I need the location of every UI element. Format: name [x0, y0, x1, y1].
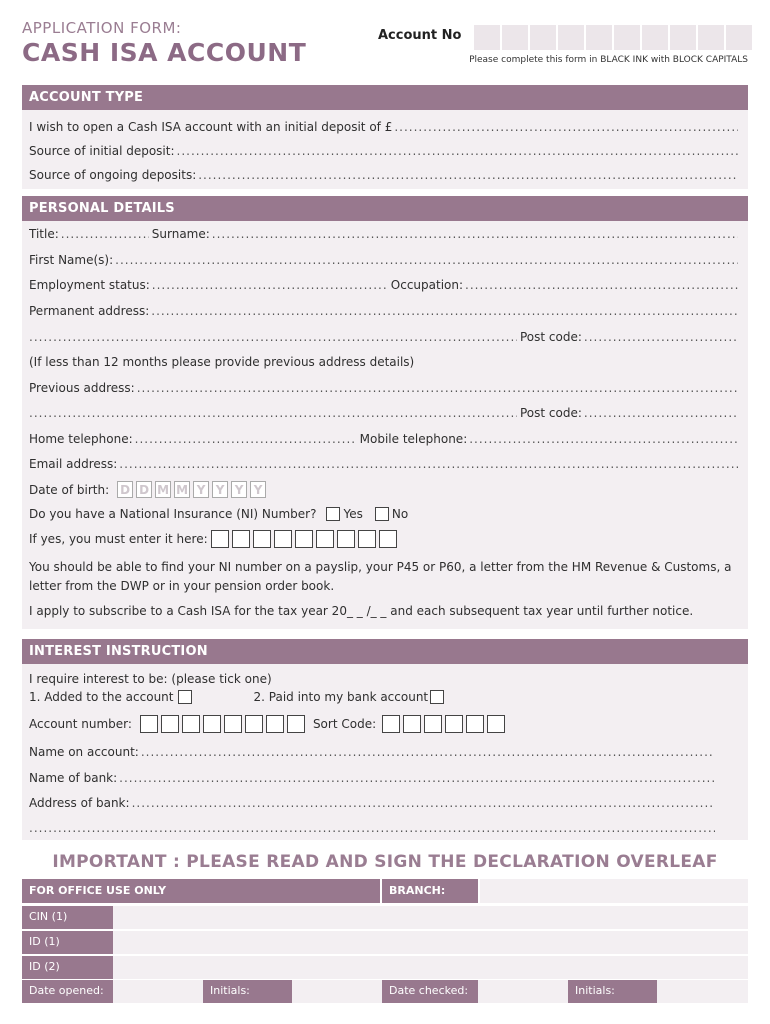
- dob-year-box[interactable]: Y: [250, 481, 266, 498]
- ni-no-label: No: [391, 507, 409, 521]
- ni-number-box[interactable]: [337, 530, 355, 548]
- initial-deposit-field[interactable]: [29, 120, 738, 134]
- subscribe-statement: [29, 604, 738, 618]
- initial-deposit-label: I wish to open a Cash ISA account with an initial deposit of £: [29, 120, 393, 134]
- interest-require-note: [29, 672, 738, 686]
- dob-year-box[interactable]: Y: [193, 481, 209, 498]
- ni-question-label: Do you have a National Insurance (NI) Number?: [29, 507, 317, 521]
- occupation-label: Occupation:: [390, 278, 464, 292]
- account-number-label: Account number:: [29, 717, 132, 731]
- employment-label: Employment status:: [29, 278, 150, 292]
- id2-label: ID (2): [22, 956, 113, 979]
- branch-label: BRANCH:: [382, 879, 478, 903]
- previous-address-line2[interactable]: [29, 406, 738, 420]
- sort-code-box[interactable]: [403, 715, 421, 733]
- completion-instruction: Please complete this form in BLACK INK with BLOCK CAPITALS: [469, 55, 748, 65]
- cin-row[interactable]: [22, 906, 748, 929]
- post-code-label-2: Post code:: [520, 406, 582, 420]
- title-label: Title:: [29, 227, 59, 241]
- dob-month-box[interactable]: M: [174, 481, 190, 498]
- ni-info-line-2: [29, 579, 738, 593]
- email-field[interactable]: [29, 457, 738, 471]
- dob-year-box[interactable]: Y: [231, 481, 247, 498]
- ni-number-box[interactable]: [295, 530, 313, 548]
- ni-number-box[interactable]: [358, 530, 376, 548]
- account-sort-row[interactable]: [29, 715, 738, 733]
- account-number-box[interactable]: [203, 715, 221, 733]
- ni-number-box[interactable]: [316, 530, 334, 548]
- title-surname-row[interactable]: [29, 227, 738, 241]
- sort-code-box[interactable]: [445, 715, 463, 733]
- branch-field[interactable]: [480, 879, 748, 903]
- cin-label: CIN (1): [22, 906, 113, 929]
- interest-require-text: I require interest to be: (please tick one): [29, 672, 272, 686]
- sort-code-box[interactable]: [487, 715, 505, 733]
- name-of-bank-field[interactable]: [29, 771, 715, 785]
- account-number-box[interactable]: [182, 715, 200, 733]
- telephone-row[interactable]: [29, 432, 738, 446]
- source-ongoing-label: Source of ongoing deposits:: [29, 168, 197, 182]
- sort-code-box[interactable]: [424, 715, 442, 733]
- account-no-box[interactable]: [474, 25, 500, 50]
- id1-label: ID (1): [22, 931, 113, 954]
- address-of-bank-line2[interactable]: [29, 821, 715, 835]
- employment-occupation-row[interactable]: [29, 278, 738, 292]
- ni-yes-label: Yes: [343, 507, 363, 521]
- account-no-box[interactable]: [670, 25, 696, 50]
- account-no-box[interactable]: [558, 25, 584, 50]
- previous-address-note: [29, 355, 738, 369]
- dob-year-box[interactable]: Y: [212, 481, 228, 498]
- dob-month-box[interactable]: M: [155, 481, 171, 498]
- account-no-box[interactable]: [642, 25, 668, 50]
- form-title: CASH ISA ACCOUNT: [22, 38, 307, 67]
- account-no-box[interactable]: [614, 25, 640, 50]
- account-no-box[interactable]: [502, 25, 528, 50]
- ni-info-line-1: [29, 560, 738, 574]
- option-paid-label: 2. Paid into my bank account: [253, 690, 429, 704]
- form-pretitle: APPLICATION FORM:: [22, 19, 182, 37]
- source-ongoing-field[interactable]: [29, 168, 738, 182]
- surname-label: Surname:: [151, 227, 210, 241]
- source-initial-label: Source of initial deposit:: [29, 144, 175, 158]
- ni-info-text-1: You should be able to find your NI number on a payslip, your P45 or P60, a letter from the HM Revenue & Customs, a: [29, 560, 732, 574]
- interest-heading: INTEREST INSTRUCTION: [22, 639, 748, 664]
- email-label: Email address:: [29, 457, 118, 471]
- permanent-address-field[interactable]: [29, 304, 738, 318]
- account-number-box[interactable]: [224, 715, 242, 733]
- account-number-box[interactable]: [266, 715, 284, 733]
- ni-number-box[interactable]: [379, 530, 397, 548]
- office-use-heading: FOR OFFICE USE ONLY: [22, 879, 380, 903]
- ni-question-row: [29, 507, 738, 521]
- first-names-label: First Name(s):: [29, 253, 114, 267]
- id2-row[interactable]: [22, 956, 748, 979]
- home-telephone-label: Home telephone:: [29, 432, 133, 446]
- address-of-bank-label: Address of bank:: [29, 796, 130, 810]
- declaration-notice: IMPORTANT : PLEASE READ AND SIGN THE DECLARATION OVERLEAF: [52, 852, 718, 872]
- ni-number-box[interactable]: [253, 530, 271, 548]
- personal-details-heading: PERSONAL DETAILS: [22, 196, 748, 221]
- permanent-address-line2[interactable]: [29, 330, 738, 344]
- ni-number-box[interactable]: [211, 530, 229, 548]
- mobile-telephone-label: Mobile telephone:: [359, 432, 468, 446]
- interest-options-row: [29, 690, 738, 704]
- permanent-address-label: Permanent address:: [29, 304, 150, 318]
- ni-info-text-2: letter from the DWP or in your pension order book.: [29, 579, 335, 593]
- subscribe-text: I apply to subscribe to a Cash ISA for the tax year 20_ _ /_ _ and each subsequent tax year until further notice.: [29, 604, 694, 618]
- date-checked-label: Date checked:: [382, 980, 478, 1003]
- name-on-account-label: Name on account:: [29, 745, 139, 759]
- dob-day-box[interactable]: D: [117, 481, 133, 498]
- date-opened-label: Date opened:: [22, 980, 113, 1003]
- name-on-account-field[interactable]: [29, 745, 715, 759]
- account-no-box[interactable]: [698, 25, 724, 50]
- date-of-birth-row[interactable]: [29, 481, 738, 498]
- account-no-box[interactable]: [586, 25, 612, 50]
- ni-number-row[interactable]: [29, 530, 738, 548]
- account-type-heading: ACCOUNT TYPE: [22, 85, 748, 110]
- account-number-box[interactable]: [161, 715, 179, 733]
- account-number-box[interactable]: [140, 715, 158, 733]
- initials-label-2: Initials:: [568, 980, 657, 1003]
- interest-section: [22, 639, 748, 840]
- account-number-box[interactable]: [287, 715, 305, 733]
- ni-number-box[interactable]: [232, 530, 250, 548]
- name-of-bank-label: Name of bank:: [29, 771, 118, 785]
- sort-code-box[interactable]: [382, 715, 400, 733]
- previous-address-label: Previous address:: [29, 381, 135, 395]
- option-paid-checkbox[interactable]: [430, 690, 444, 704]
- account-number-box[interactable]: [245, 715, 263, 733]
- account-no-label: Account No: [378, 28, 462, 43]
- account-type-section: [22, 85, 748, 189]
- personal-details-section: [22, 196, 748, 629]
- dob-label: Date of birth:: [29, 482, 110, 497]
- account-no-box[interactable]: [726, 25, 752, 50]
- ni-no-checkbox[interactable]: [375, 507, 389, 521]
- first-names-field[interactable]: [29, 253, 738, 267]
- ni-enter-label: If yes, you must enter it here:: [29, 532, 208, 546]
- initials-label-1: Initials:: [203, 980, 292, 1003]
- previous-address-note-text: (If less than 12 months please provide previous address details): [29, 355, 415, 369]
- address-of-bank-field[interactable]: [29, 796, 715, 810]
- option-added-checkbox[interactable]: [178, 690, 192, 704]
- option-added-label: 1. Added to the account: [29, 690, 174, 704]
- account-no-box[interactable]: [530, 25, 556, 50]
- account-no-field[interactable]: [474, 25, 752, 50]
- ni-number-box[interactable]: [274, 530, 292, 548]
- previous-address-field[interactable]: [29, 381, 738, 395]
- sort-code-box[interactable]: [466, 715, 484, 733]
- dob-day-box[interactable]: D: [136, 481, 152, 498]
- source-initial-field[interactable]: [29, 144, 738, 158]
- ni-yes-checkbox[interactable]: [326, 507, 340, 521]
- post-code-label: Post code:: [520, 330, 582, 344]
- id1-row[interactable]: [22, 931, 748, 954]
- sort-code-label: Sort Code:: [312, 717, 377, 731]
